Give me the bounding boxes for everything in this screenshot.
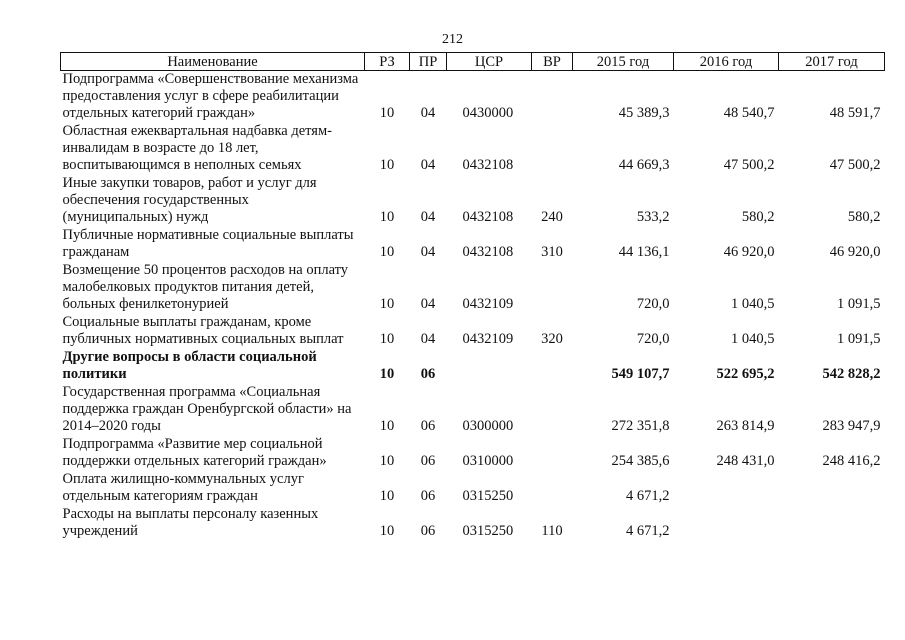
cell-2017: 580,2 (847, 209, 881, 225)
table-row (61, 262, 885, 314)
cell-2015: 44 136,1 (618, 244, 670, 260)
cell-name: Возмещение 50 процентов расходов на оплату малобелковых продуктов питания детей, больных фенилкетонурией (62, 262, 349, 312)
cell-2016: 1 040,5 (731, 296, 775, 312)
cell-vr (532, 71, 573, 124)
table-row (61, 314, 885, 349)
cell-2016: 46 920,0 (723, 244, 775, 260)
cell-csr: 0432108 (462, 244, 514, 260)
cell-vr (532, 262, 573, 314)
cell-rz: 10 (379, 488, 395, 504)
cell-2017: 542 828,2 (822, 366, 881, 382)
cell-2016: 522 695,2 (716, 366, 775, 382)
table-row (61, 71, 885, 124)
cell-rz: 10 (379, 157, 395, 173)
cell-rz: 10 (379, 105, 395, 121)
cell-pr: 04 (420, 209, 436, 225)
cell-rz: 10 (379, 209, 395, 225)
cell-pr: 04 (420, 244, 436, 260)
cell-vr (532, 349, 573, 384)
cell-2017: 1 091,5 (837, 296, 881, 312)
cell-2015: 254 385,6 (611, 453, 670, 469)
cell-vr (532, 471, 573, 506)
cell-csr: 0432109 (462, 331, 514, 347)
cell-vr: 240 (541, 209, 563, 225)
header-rz: РЗ (365, 53, 410, 71)
page-number: 212 (442, 32, 463, 47)
cell-2016 (674, 506, 779, 541)
cell-pr: 06 (420, 418, 436, 434)
cell-csr: 0310000 (462, 453, 514, 469)
cell-2015: 4 671,2 (626, 523, 670, 539)
cell-csr: 0430000 (462, 105, 514, 121)
cell-2017: 48 591,7 (829, 105, 881, 121)
cell-name: Государственная программа «Социальная поддержка граждан Оренбургской области» на 2014–2020 годы (62, 384, 352, 434)
cell-2016: 263 814,9 (716, 418, 775, 434)
cell-vr (532, 436, 573, 471)
cell-pr: 06 (420, 523, 436, 539)
cell-vr (532, 123, 573, 175)
cell-name: Публичные нормативные социальные выплаты гражданам (62, 227, 354, 260)
cell-csr: 0432108 (462, 209, 514, 225)
table-row (61, 436, 885, 471)
cell-2017: 1 091,5 (837, 331, 881, 347)
cell-pr: 04 (420, 157, 436, 173)
table-header-row (61, 53, 885, 71)
cell-name: Социальные выплаты гражданам, кроме публичных нормативных социальных выплат (62, 314, 344, 347)
cell-2015: 720,0 (636, 331, 670, 347)
cell-2016: 48 540,7 (723, 105, 775, 121)
cell-vr (532, 384, 573, 436)
cell-2017: 47 500,2 (829, 157, 881, 173)
header-2015: 2015 год (573, 53, 674, 71)
header-name: Наименование (61, 53, 365, 71)
cell-2016 (674, 471, 779, 506)
budget-table (60, 52, 885, 541)
table-body (61, 71, 885, 542)
table-row (61, 471, 885, 506)
cell-2015: 549 107,7 (611, 366, 670, 382)
cell-name: Расходы на выплаты персоналу казенных учреждений (62, 506, 319, 539)
cell-csr (447, 349, 532, 384)
cell-2015: 4 671,2 (626, 488, 670, 504)
cell-2015: 533,2 (636, 209, 670, 225)
cell-name: Оплата жилищно-коммунальных услуг отдельным категориям граждан (62, 471, 304, 504)
cell-csr: 0432109 (462, 296, 514, 312)
table-row (61, 384, 885, 436)
cell-2015: 272 351,8 (611, 418, 670, 434)
cell-pr: 06 (420, 453, 436, 469)
cell-2016: 47 500,2 (723, 157, 775, 173)
header-pr: ПР (410, 53, 447, 71)
cell-pr: 06 (420, 488, 436, 504)
cell-csr: 0315250 (462, 523, 514, 539)
cell-2016: 580,2 (741, 209, 775, 225)
cell-pr: 06 (420, 366, 436, 382)
table-row (61, 227, 885, 262)
cell-2015: 44 669,3 (618, 157, 670, 173)
header-2016: 2016 год (674, 53, 779, 71)
cell-pr: 04 (420, 331, 436, 347)
cell-pr: 04 (420, 105, 436, 121)
cell-rz: 10 (379, 244, 395, 260)
cell-name: Подпрограмма «Развитие мер социальной поддержки отдельных категорий граждан» (62, 436, 327, 469)
cell-rz: 10 (379, 331, 395, 347)
cell-csr: 0432108 (462, 157, 514, 173)
cell-name: Другие вопросы в области социальной политики (62, 349, 317, 382)
table-row (61, 123, 885, 175)
cell-2015: 45 389,3 (618, 105, 670, 121)
cell-vr: 320 (541, 331, 563, 347)
table-row (61, 506, 885, 541)
cell-2017: 248 416,2 (822, 453, 881, 469)
cell-2017: 46 920,0 (829, 244, 881, 260)
header-vr: ВР (532, 53, 573, 71)
cell-vr: 110 (541, 523, 563, 539)
cell-csr: 0315250 (462, 488, 514, 504)
table-row (61, 349, 885, 384)
cell-2016: 248 431,0 (716, 453, 775, 469)
cell-pr: 04 (420, 296, 436, 312)
cell-name: Областная ежеквартальная надбавка детям-инвалидам в возрасте до 18 лет, воспитывающимся в неполных семьях (62, 123, 332, 173)
cell-rz: 10 (379, 296, 395, 312)
cell-rz: 10 (379, 453, 395, 469)
header-2017: 2017 год (779, 53, 885, 71)
cell-2017 (779, 506, 885, 541)
cell-csr: 0300000 (462, 418, 514, 434)
cell-2017: 283 947,9 (822, 418, 881, 434)
cell-2016: 1 040,5 (731, 331, 775, 347)
cell-name: Подпрограмма «Совершенствование механизма предоставления услуг в сфере реабилитации отдельных категорий граждан» (62, 71, 359, 121)
cell-rz: 10 (379, 523, 395, 539)
table-row (61, 175, 885, 227)
cell-rz: 10 (379, 418, 395, 434)
cell-2015: 720,0 (636, 296, 670, 312)
cell-rz: 10 (379, 366, 395, 382)
cell-2017 (779, 471, 885, 506)
cell-vr: 310 (541, 244, 563, 260)
cell-name: Иные закупки товаров, работ и услуг для обеспечения государственных (муниципальных) нужд (62, 175, 317, 225)
header-csr: ЦСР (447, 53, 532, 71)
